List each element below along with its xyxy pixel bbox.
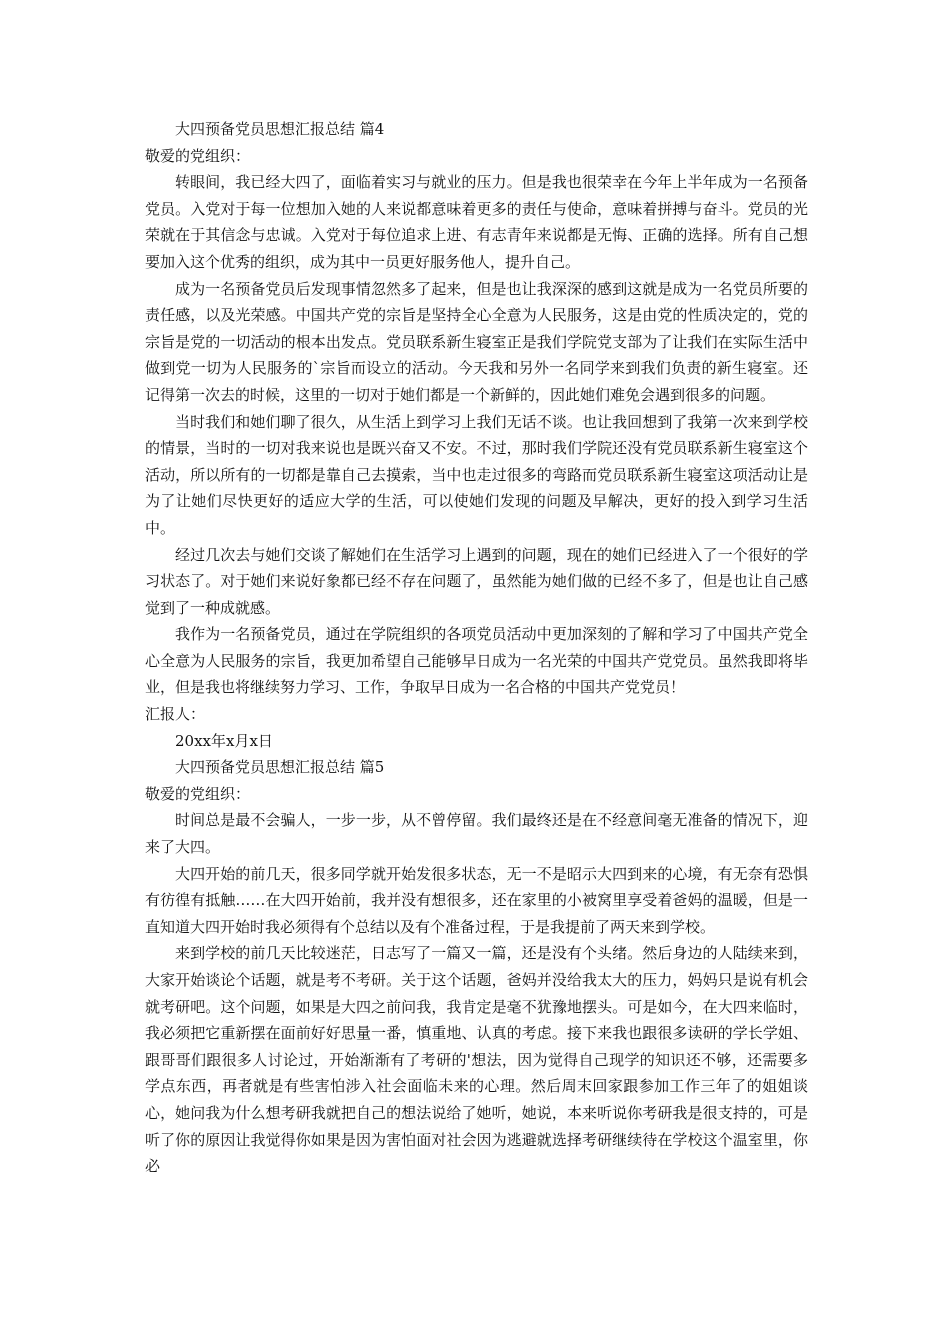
- section-4-date: 20xx年x月x日: [175, 731, 273, 750]
- section-4-paragraph-5: 我作为一名预备党员，通过在学院组织的各项党员活动中更加深刻的了解和学习了中国共产党全心全意为人民服务的宗旨，我更加希望自己能够早日成为一名光荣的中国共产党党员。虽然我即将毕业，但是我也将继续努力学习、工作，争取早日成为一名合格的中国共产党党员！: [145, 625, 808, 697]
- section-4-salutation: 敬爱的党组织：: [145, 146, 251, 165]
- section-5-paragraph-1: 时间总是最不会骗人，一步一步，从不曾停留。我们最终还是在不经意间毫无准备的情况下，迎来了大四。: [145, 811, 808, 857]
- section-5-paragraph-3: 来到学校的前几天比较迷茫，日志写了一篇又一篇，还是没有个头绪。然后身边的人陆续来到，大家开始谈论个话题，就是考不考研。关于这个话题，爸妈并没给我太大的压力，妈妈只是说有机会就考研吧。这个问题，如果是大四之前问我，我肯定是毫不犹豫地摆头。可是如今，在大四来临时，我必须把它重新摆在面前好好思量一番，慎重地、认真的考虑。接下来我也跟很多读研的学长学姐、跟哥哥们跟很多人讨论过，开始渐渐有了考研的'想法，因为觉得自己现学的知识还不够，还需要多学点东西，再者就是有些害怕涉入社会面临未来的心理。然后周末回家跟参加工作三年了的姐姐谈心，她问我为什么想考研我就把自己的想法说给了她听，她说，本来听说你考研我是很支持的，可是听了你的原因让我觉得你如果是因为害怕面对社会因为逃避就选择考研继续待在学校这个温室里，你必: [145, 944, 808, 1176]
- section-5-paragraph-2: 大四开始的前几天，很多同学就开始发很多状态，无一不是昭示大四到来的心境，有无奈有恐惧有彷徨有抵触……在大四开始前，我并没有想很多，还在家里的小被窝里享受着爸妈的温暖，但是一直知道大四开始时我必须得有个总结以及有个准备过程，于是我提前了两天来到学校。: [145, 864, 808, 936]
- section-4-paragraph-3: 当时我们和她们聊了很久，从生活上到学习上我们无话不谈。也让我回想到了我第一次来到学校的情景，当时的一切对我来说也是既兴奋又不安。不过，那时我们学院还没有党员联系新生寝室这个活动，所以所有的一切都是靠自己去摸索，当中也走过很多的弯路而党员联系新生寝室这项活动让是为了让她们尽快更好的适应大学的生活，可以使她们发现的问题及早解决，更好的投入到学习生活中。: [145, 412, 808, 537]
- section-4-paragraph-1: 转眼间，我已经大四了，面临着实习与就业的压力。但是我也很荣幸在今年上半年成为一名预备党员。入党对于每一位想加入她的人来说都意味着更多的责任与使命，意味着拼搏与奋斗。党员的光荣就在于其信念与忠诚。入党对于每位追求上进、有志青年来说都是无悔、正确的选择。所有自己想要加入这个优秀的组织，成为其中一员更好服务他人，提升自己。: [145, 173, 808, 271]
- document-page: [145, 116, 808, 1180]
- section-4-paragraph-2: 成为一名预备党员后发现事情忽然多了起来，但是也让我深深的感到这就是成为一名党员所要的责任感，以及光荣感。中国共产党的宗旨是坚持全心全意为人民服务，这是由党的性质决定的，党的宗旨是党的一切活动的根本出发点。党员联系新生寝室正是我们学院党支部为了让我们在实际生活中做到党一切为人民服务的`宗旨而设立的活动。今天我和另外一名同学来到我们负责的新生寝室。还记得第一次去的时候，这里的一切对于她们都是一个新鲜的，因此她们难免会遇到很多的问题。: [145, 279, 808, 404]
- section-4-paragraph-4: 经过几次去与她们交谈了解她们在生活学习上遇到的问题，现在的她们已经进入了一个很好的学习状态了。对于她们来说好象都已经不存在问题了，虽然能为她们做的已经不多了，但是也让自己感觉到了一种成就感。: [145, 545, 808, 617]
- section-4-reporter: 汇报人：: [145, 705, 206, 724]
- section-5-title: 大四预备党员思想汇报总结 篇5: [175, 758, 385, 777]
- section-4-title: 大四预备党员思想汇报总结 篇4: [175, 120, 385, 138]
- section-5-salutation: 敬爱的党组织：: [145, 784, 251, 803]
